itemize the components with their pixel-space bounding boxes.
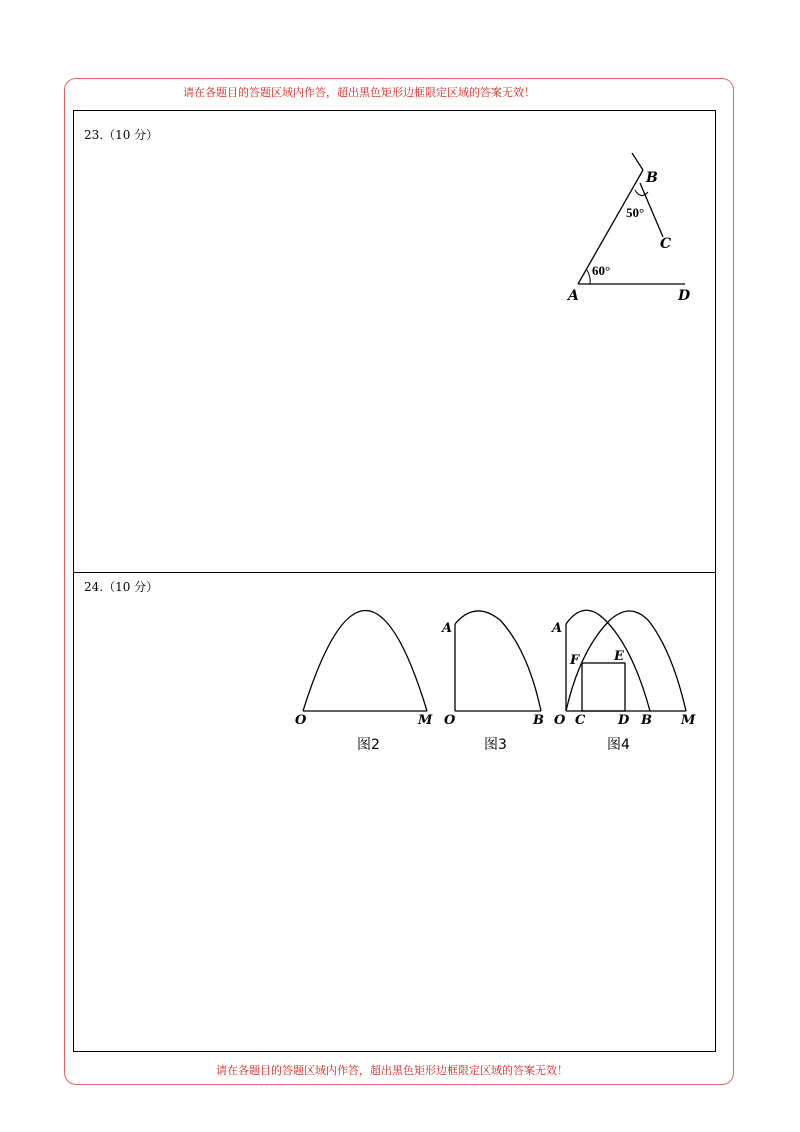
figure-3-label-b: B: [533, 713, 544, 728]
question-divider: [73, 572, 716, 573]
figure-4-rectangle-cdef: [582, 663, 625, 711]
line-ab: [578, 170, 643, 284]
question-24-label: 24.（10 分）: [84, 580, 159, 594]
figure-4-label-d: D: [618, 713, 630, 728]
figure-3-curve: [455, 611, 541, 711]
figure-3: [440, 600, 550, 760]
label-b: B: [646, 170, 658, 186]
figure-4-curve-om: [566, 611, 686, 711]
figure-4-label-e: E: [614, 649, 624, 664]
question-23-label: 23.（10 分）: [84, 128, 159, 142]
figure-2-parabola: [303, 611, 427, 712]
figure-2-caption: 图2: [357, 737, 380, 753]
figure-2: [290, 600, 440, 760]
figure-2-label-o: O: [295, 713, 307, 728]
angle-a-arc: [587, 270, 590, 284]
label-c: C: [660, 236, 672, 252]
figure-3-label-o: O: [444, 713, 456, 728]
figure-4-label-o: O: [554, 713, 566, 728]
label-a: A: [568, 288, 579, 304]
line-b-extension: [632, 153, 643, 170]
figure-4-label-m: M: [681, 713, 696, 728]
figure-4-caption: 图4: [607, 737, 630, 753]
figure-4-label-b: B: [641, 713, 652, 728]
bottom-notice: 请在各题目的答题区域内作答，超出黑色矩形边框限定区域的答案无效！: [216, 1064, 568, 1077]
angle-b-value: 50°: [626, 205, 645, 220]
figure-4-label-c: C: [575, 713, 586, 728]
angle-b-arc: [635, 190, 648, 196]
figure-2-label-m: M: [418, 713, 433, 728]
angle-figure: [560, 150, 700, 310]
figure-4-label-a: A: [552, 621, 563, 636]
angle-a-value: 60°: [592, 263, 611, 278]
figure-3-label-a: A: [442, 621, 453, 636]
figure-4: [548, 600, 708, 760]
figure-3-caption: 图3: [484, 737, 507, 753]
figure-4-label-f: F: [570, 653, 580, 668]
top-notice: 请在各题目的答题区域内作答，超出黑色矩形边框限定区域的答案无效！: [183, 86, 535, 99]
label-d: D: [678, 288, 691, 304]
